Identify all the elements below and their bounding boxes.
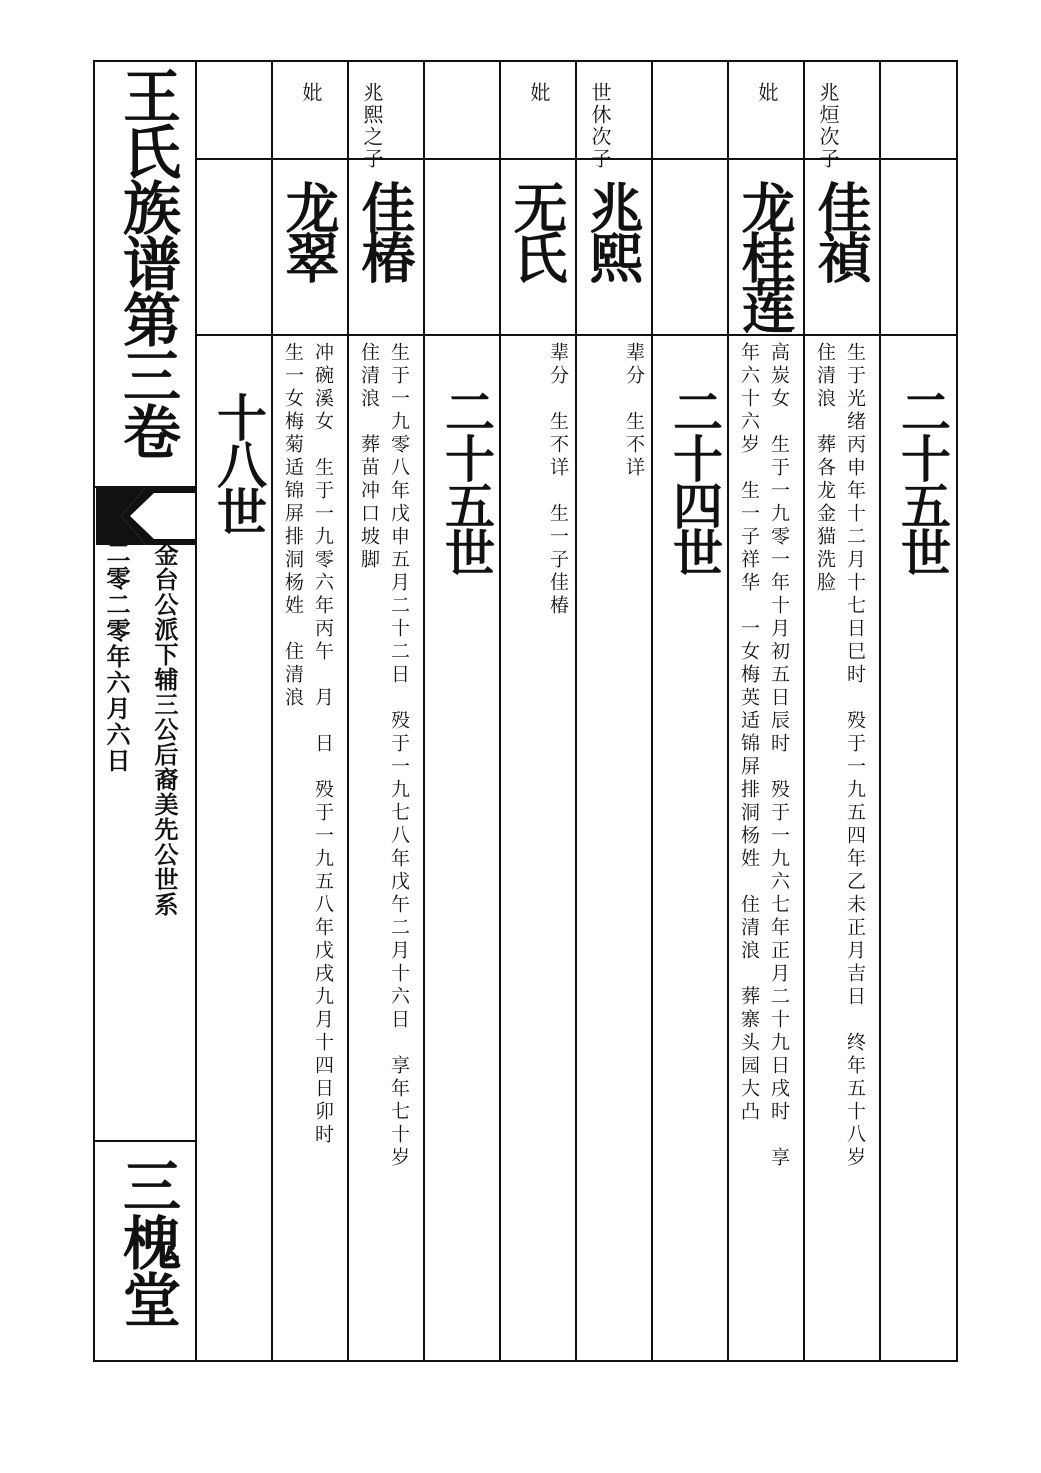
relation-label: 世休次子 [588, 82, 612, 170]
column-rule [347, 62, 349, 1360]
generation-label: 十八世 [209, 392, 268, 533]
column-rule [879, 62, 881, 1360]
row-rule [195, 334, 956, 336]
person-biography: 生于光绪丙申年十二月十七日巳时 殁于一九五四年乙未正月吉日 终年五十八岁 住清浪 葬各龙金猫洗脸 [814, 342, 866, 1170]
lineage-subtitle: 金台公派下辅三公后裔美先公世系 [150, 542, 179, 917]
person-name: 佳禎 [809, 180, 873, 280]
generation-label: 二十四世 [665, 386, 724, 574]
person-biography: 辈分 生不详 [623, 342, 645, 480]
person-biography: 冲碗溪女 生于一九零六年丙午 月 日 殁于一九五八年戊戌九月十四日卯时 生一女梅菊适锦屏排洞杨姓 住清浪 [282, 342, 334, 1147]
person-name: 龙桂莲 [733, 180, 797, 330]
compile-date: 二零二零年六月六日 [102, 540, 131, 774]
column-rule [423, 62, 425, 1360]
genealogy-page [93, 60, 958, 1362]
person-name: 佳椿 [353, 180, 417, 280]
person-name: 龙翠 [277, 180, 341, 280]
relation-label: 妣 [527, 82, 551, 104]
person-name: 无氏 [505, 180, 569, 280]
book-title: 王氏族谱第三卷 [113, 66, 181, 458]
generation-label: 二十五世 [893, 386, 952, 574]
column-rule [651, 62, 653, 1360]
relation-label: 妣 [299, 82, 323, 104]
generation-label: 二十五世 [437, 386, 496, 574]
person-biography: 辈分 生不详 生一子佳椿 [547, 342, 569, 618]
relation-label: 兆熙之子 [360, 82, 384, 170]
title-rule [95, 1140, 195, 1142]
row-rule [195, 158, 956, 160]
ribbon-ornament [95, 487, 197, 545]
relation-label: 兆烜次子 [816, 82, 840, 170]
person-biography: 高炭女 生于一九零一年十月初五日辰时 殁于一九六七年正月二十九日戌时 享 年六十六岁 生一子祥华 一女梅英适锦屏排洞杨姓 住清浪 葬寨头园大凸 [738, 342, 790, 1170]
column-rule [271, 62, 273, 1360]
column-rule [575, 62, 577, 1360]
column-rule [499, 62, 501, 1360]
hall-name: 三槐堂 [113, 1156, 181, 1327]
column-rule [195, 62, 197, 1360]
person-biography: 生于一九零八年戊申五月二十二日 殁于一九七八年戊午二月十六日 享年七十岁 住清浪 葬苗冲口坡脚 [358, 342, 410, 1170]
relation-label: 妣 [755, 82, 779, 104]
column-rule [727, 62, 729, 1360]
column-rule [803, 62, 805, 1360]
person-name: 兆熙 [581, 180, 645, 280]
